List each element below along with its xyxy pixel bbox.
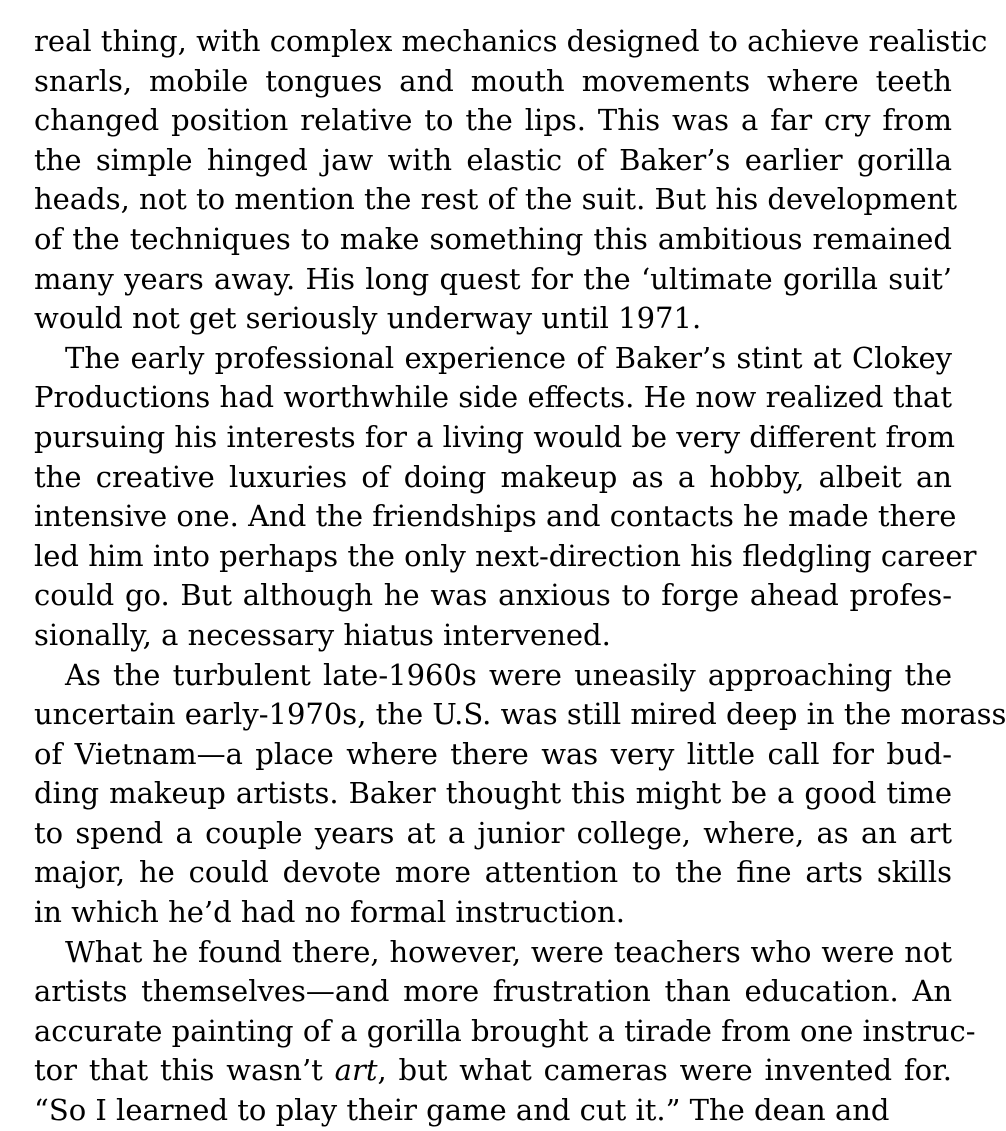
text-line: the simple hinged jaw with elastic of Baker’s earlier gorilla xyxy=(34,142,952,177)
text-line: to spend a couple years at a junior college, where, as an art xyxy=(34,815,952,850)
line-start: tor that this wasn’t xyxy=(34,1053,335,1088)
text-line: uncertain early-1970s, the U.S. was still mired deep in the morass xyxy=(34,697,1006,732)
text-line: would not get seriously underway until 1971. xyxy=(34,301,702,336)
text-line: many years away. His long quest for the ‘ultimate gorilla suit’ xyxy=(34,261,952,296)
paragraph-3 xyxy=(34,656,1006,933)
paragraph-1 xyxy=(34,22,988,339)
text-line: the creative luxuries of doing makeup as a hobby, albeit an xyxy=(34,459,952,494)
text-line: major, he could devote more attention to the fine arts skills xyxy=(34,855,952,890)
cut-off-line: “So I learned to play their game and cut it.” The dean and xyxy=(34,1093,890,1128)
text-line: snarls, mobile tongues and mouth movements where teeth xyxy=(34,63,952,98)
text-line: in which he’d had no formal instruction. xyxy=(34,895,625,930)
text-line: changed position relative to the lips. This was a far cry from xyxy=(34,103,952,138)
text-line: The early professional experience of Baker’s stint at Clokey xyxy=(65,340,952,375)
text-line: led him into perhaps the only next-direction his fledgling career xyxy=(34,538,977,573)
text-line: accurate painting of a gorilla brought a tirade from one instruc- xyxy=(34,1013,976,1048)
text-line: real thing, with complex mechanics designed to achieve realistic xyxy=(34,24,988,58)
text-line: of Vietnam—a place where there was very little call for bud- xyxy=(34,736,952,771)
text-line: of the techniques to make something this ambitious remained xyxy=(34,221,952,256)
paragraph-4 xyxy=(34,933,976,1128)
book-page xyxy=(34,22,1006,1128)
text-line: artists themselves—and more frustration than education. An xyxy=(34,974,952,1009)
text-line: Productions had worthwhile side effects. He now realized that xyxy=(34,380,952,415)
text-line: As the turbulent late-1960s were uneasily approaching the xyxy=(65,657,952,692)
text-line: could go. But although he was anxious to forge ahead profes- xyxy=(34,578,952,613)
text-line xyxy=(34,1051,952,1091)
line-end: , but what cameras were invented for. xyxy=(377,1053,952,1088)
text-line: ding makeup artists. Baker thought this might be a good time xyxy=(34,776,952,811)
text-line: heads, not to mention the rest of the suit. But his development xyxy=(34,182,957,217)
text-line: intensive one. And the friendships and contacts he made there xyxy=(34,499,957,534)
text-line: pursuing his interests for a living would be very different from xyxy=(34,419,956,454)
emphasized-word: art xyxy=(334,1053,378,1088)
text-line: What he found there, however, were teachers who were not xyxy=(65,934,952,969)
text-line: sionally, a necessary hiatus intervened. xyxy=(34,617,611,652)
paragraph-2 xyxy=(34,339,977,656)
